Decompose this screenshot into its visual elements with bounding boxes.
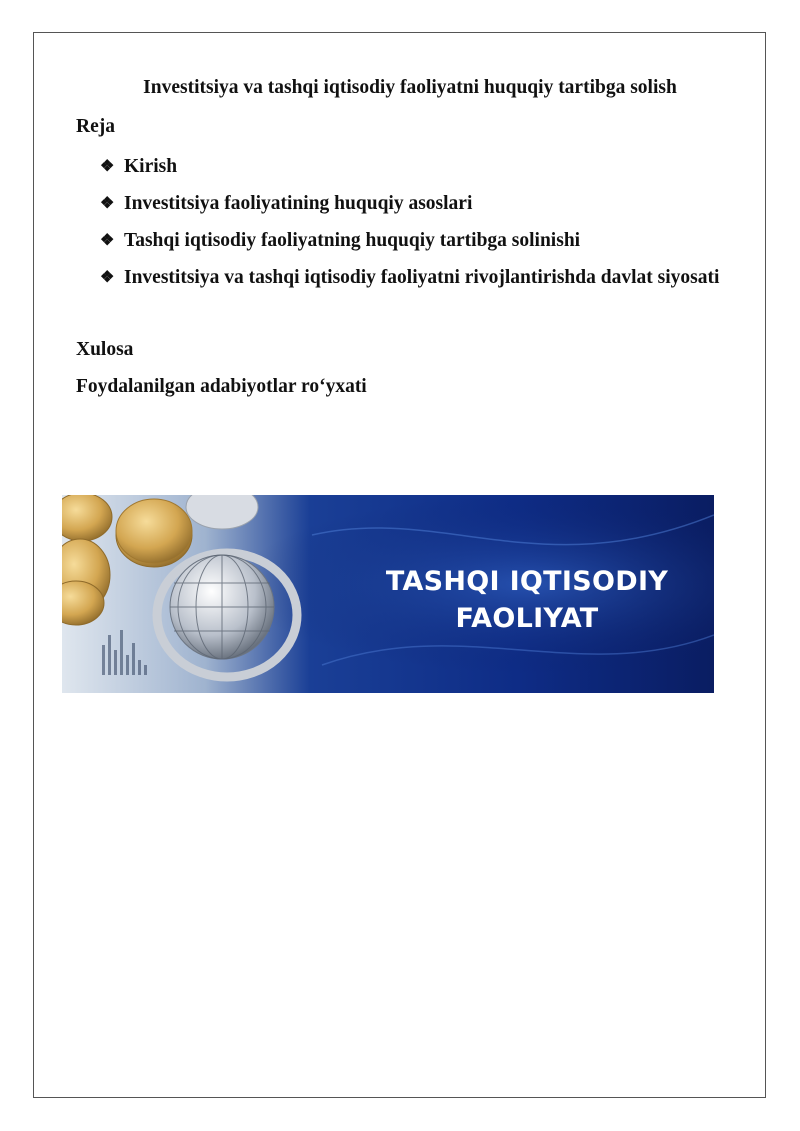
references-heading: Foydalanilgan adabiyotlar ro‘yxati: [76, 376, 367, 397]
plan-item-text: Tashqi iqtisodiy faoliyatning huquqiy tartibga solinishi: [124, 230, 581, 251]
plan-item: [100, 148, 742, 185]
diamond-bullet-icon: ❖: [100, 195, 115, 212]
plan-item: [100, 259, 742, 296]
plan-heading: Reja: [76, 116, 115, 137]
diamond-bullet-icon: ❖: [100, 269, 115, 286]
plan-item-text: Investitsiya faoliyatining huquqiy asoslari: [124, 193, 473, 214]
plan-item: [100, 222, 742, 259]
banner-line-2: FAOLIYAT: [455, 603, 599, 634]
document-title: Investitsiya va tashqi iqtisodiy faoliyatni huquqiy tartibga solish: [143, 77, 677, 98]
banner-image: [62, 495, 714, 693]
plan-item-text: Investitsiya va tashqi iqtisodiy faoliyatni rivojlantirishda davlat siyosati: [124, 267, 720, 288]
diamond-bullet-icon: ❖: [100, 158, 115, 175]
plan-item: [100, 185, 742, 222]
conclusion-heading: Xulosa: [76, 339, 134, 360]
banner-line-1: TASHQI IQTISODIY: [385, 566, 669, 597]
diamond-bullet-icon: ❖: [100, 232, 115, 249]
plan-item-text: Kirish: [124, 156, 178, 177]
banner-caption: [367, 563, 687, 637]
plan-list: [100, 148, 742, 296]
